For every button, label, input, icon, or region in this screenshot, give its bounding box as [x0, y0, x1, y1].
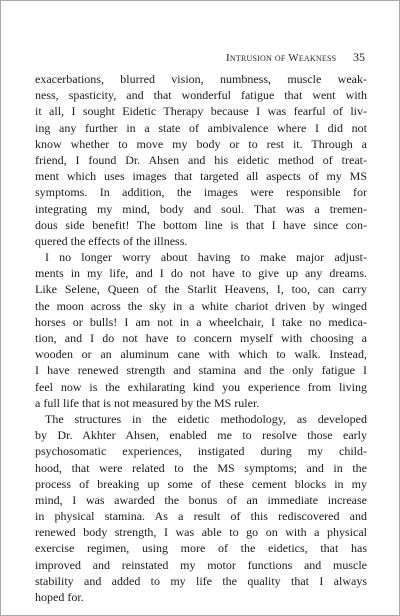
text-line: ments in my life, and I do not have to give up any dreams. — [35, 266, 367, 281]
text-line: the moon across the sky in a white chariot driven by winged — [35, 298, 367, 313]
paragraph-2 — [35, 249, 367, 411]
text-line: I have renewed strength and stamina and the only fatigue I — [35, 363, 367, 378]
text-line: a full life that is not measured by the MS ruler. — [35, 395, 260, 410]
text-line: renewed body strength, I was able to go on with a physical — [35, 525, 367, 540]
text-line: ment which uses images that targeted all aspects of my MS — [35, 169, 367, 184]
text-line: quered the effects of the illness. — [35, 233, 188, 248]
text-line: ing any further in a state of ambivalence where I did not — [35, 120, 367, 135]
page-number: 35 — [353, 50, 365, 64]
text-line: exercise regimen, using more of the eidetics, that has — [35, 541, 367, 556]
text-line: hoped for. — [35, 590, 84, 604]
paragraph-3 — [35, 411, 367, 605]
text-line: wooden or an aluminum cane with which to walk. Instead, — [35, 347, 367, 362]
text-line: integrating my mind, body and soul. That was a tremen- — [35, 201, 367, 216]
text-line: ness, spasticity, and that wonderful fatigue that went with — [35, 88, 367, 103]
body-text — [35, 71, 367, 605]
text-line: know whether to move my body or to rest it. Through a — [35, 136, 367, 151]
running-head — [1, 50, 365, 66]
text-line: feel now is the exhilarating kind you experience from living — [35, 379, 367, 394]
text-line: mind, I was awarded the bonus of an immediate increase — [35, 492, 367, 507]
text-line: I no longer worry about having to make major adjust- — [45, 250, 367, 265]
text-line: exacerbations, blurred vision, numbness, muscle weak- — [35, 72, 367, 86]
text-line: in physical stamina. As a result of this rediscovered and — [35, 509, 367, 524]
text-line: hood, that were related to the MS symptoms; and in the — [35, 460, 367, 475]
text-line: tion, and I do not have to concern myself with choosing a — [35, 331, 367, 345]
text-line: dous side benefit! The bottom line is that I have since con- — [35, 217, 367, 232]
text-line: symptoms. In addition, the images were responsible for — [35, 185, 367, 200]
text-line: improved and reinstated my motor functions and muscle — [35, 557, 367, 572]
text-line: Like Selene, Queen of the Starlit Heavens, I, too, can carry — [35, 282, 367, 297]
text-line: psychosomatic experiences, instigated during my child- — [35, 444, 367, 459]
running-title: Intrusion of Weakness — [226, 52, 337, 64]
text-line: by Dr. Akhter Ahsen, enabled me to resolve those early — [35, 428, 367, 443]
text-line: stability and added to my life the quality that I always — [35, 573, 367, 588]
text-line: it all, I sought Eidetic Therapy because I was fearful of liv- — [35, 104, 367, 119]
text-line: process of breaking up some of these cement blocks in my — [35, 476, 367, 491]
text-line: horses or bulls! I am not in a wheelchair, I take no medica- — [35, 314, 367, 329]
text-line: friend, I found Dr. Ahsen and his eidetic method of treat- — [35, 152, 367, 167]
text-line: The structures in the eidetic methodology, as developed — [45, 411, 367, 426]
paragraph-1 — [35, 71, 367, 249]
